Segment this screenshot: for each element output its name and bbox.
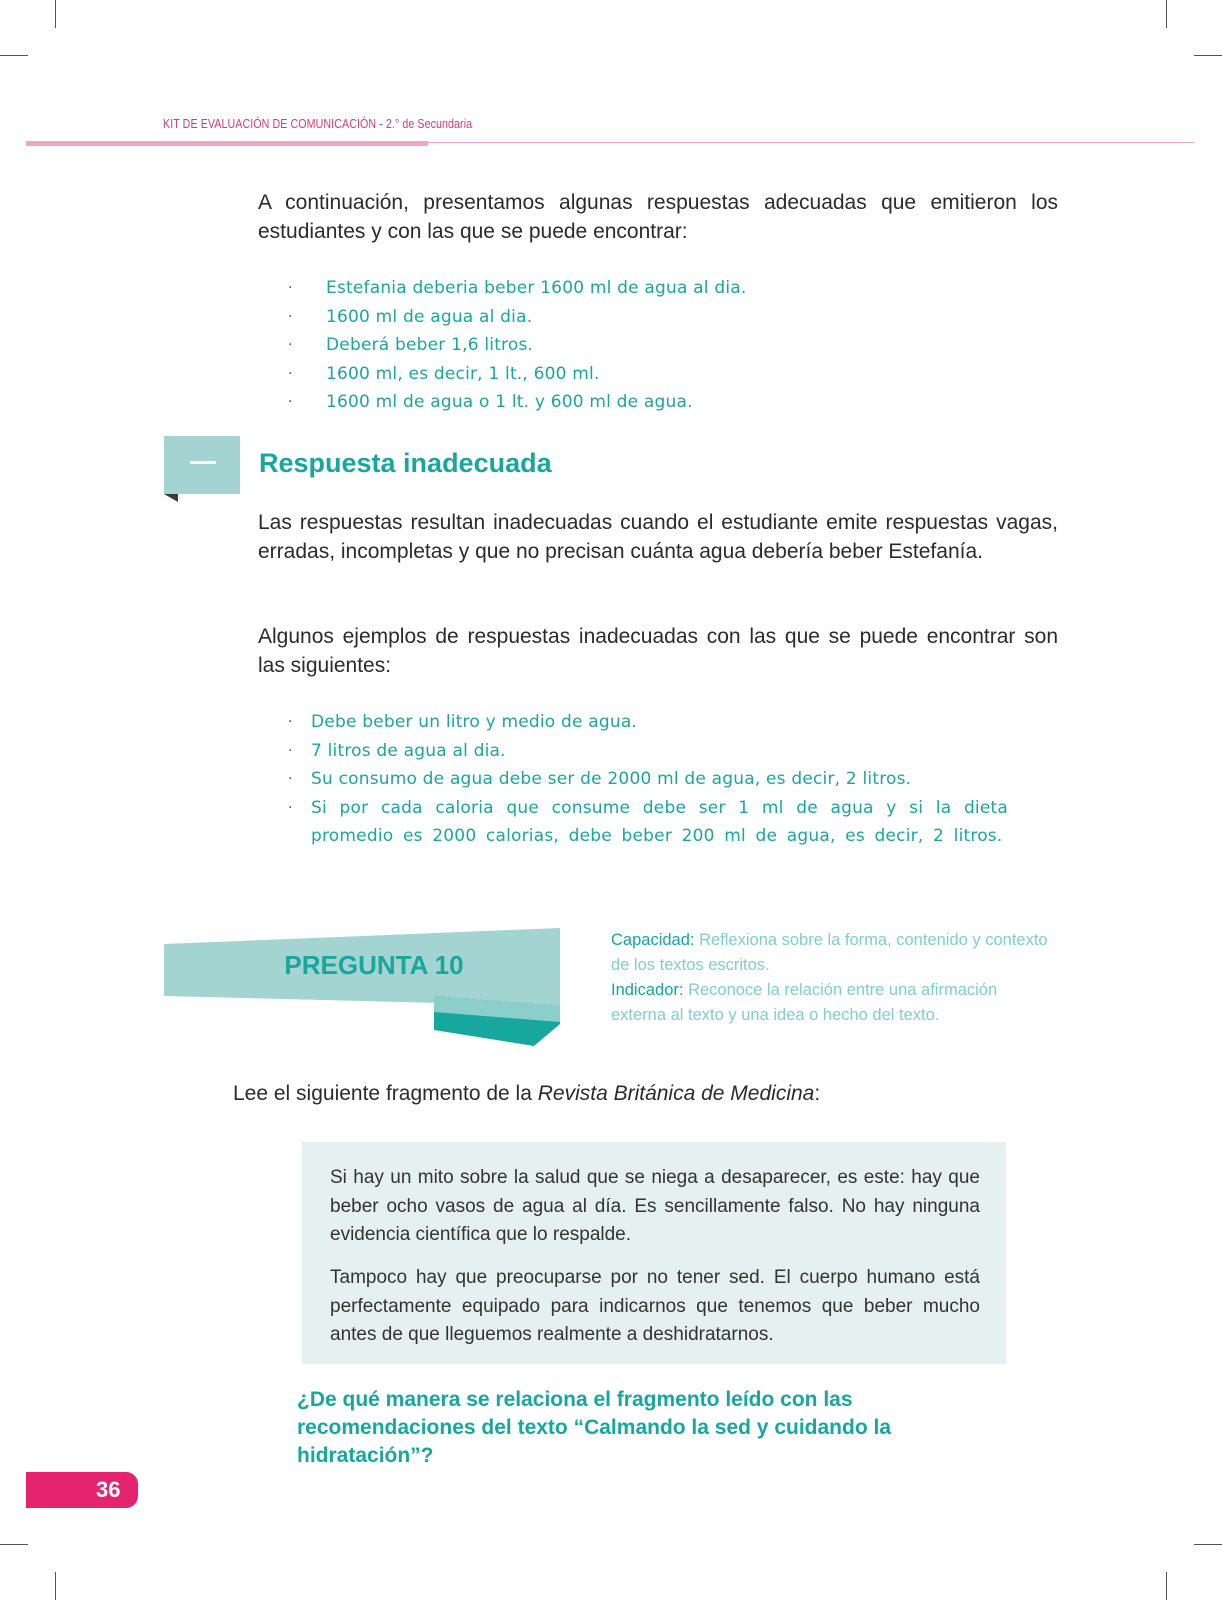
crop-mark bbox=[1194, 55, 1222, 56]
inadequate-answers-list bbox=[288, 708, 1008, 851]
crop-mark bbox=[0, 55, 28, 56]
crop-mark bbox=[1194, 1544, 1222, 1545]
question-ribbon bbox=[164, 926, 562, 1046]
indicator-line: Indicador: Reconoce la relación entre una afirmación externa al texto y una idea o hecho del texto. bbox=[611, 981, 998, 1024]
crop-mark bbox=[55, 1572, 56, 1600]
adequate-answers-list bbox=[288, 274, 1048, 417]
section-heading: Respuesta inadecuada bbox=[259, 448, 552, 478]
source-title: Revista Británica de Medicina bbox=[537, 1082, 815, 1105]
list-item: · Deberá beber 1,6 litros. bbox=[288, 335, 534, 355]
crop-mark bbox=[1166, 1572, 1167, 1600]
section-marker-fold bbox=[164, 494, 178, 502]
intro-paragraph: A continuación, presentamos algunas respuestas adecuadas que emitieron los estudiantes y con las que se puede encontrar: bbox=[258, 191, 1058, 243]
crop-mark bbox=[55, 0, 56, 28]
page-number: 36 bbox=[96, 1477, 121, 1502]
list-item: · Si por cada caloria que consume debe ser 1 ml de agua y si la dieta promedio es 2000 calorias, debe beber 200 ml de agua, es decir, 2 litros. bbox=[288, 797, 1008, 846]
list-item: · 1600 ml de agua o 1 lt. y 600 ml de agua. bbox=[288, 392, 693, 412]
list-item: · Debe beber un litro y medio de agua. bbox=[288, 712, 638, 732]
running-header: KIT DE EVALUACIÓN DE COMUNICACIÓN - 2.° de Secundaria bbox=[163, 116, 473, 131]
list-item: · 7 litros de agua al dia. bbox=[288, 740, 506, 761]
inadequate-paragraph: Las respuestas resultan inadecuadas cuando el estudiante emite respuestas vagas, erradas, incompletas y que no precisan cuánta agua debería beber Estefanía. bbox=[258, 511, 1058, 563]
reading-intro: Lee el siguiente fragmento de la Revista Británica de Medicina: bbox=[233, 1082, 821, 1105]
list-item: · 1600 ml, es decir, 1 lt., 600 ml. bbox=[288, 363, 600, 384]
question-prompt: ¿De qué manera se relaciona el fragmento leído con las recomendaciones del texto “Calmando la sed y cuidando la hidratación”? bbox=[297, 1388, 891, 1467]
list-item: · 1600 ml de agua al dia. bbox=[288, 306, 533, 327]
crop-mark bbox=[0, 1544, 28, 1545]
list-item: · Su consumo de agua debe ser de 2000 ml de agua, es decir, 2 litros. bbox=[288, 769, 912, 789]
quote-paragraph: Si hay un mito sobre la salud que se niega a desaparecer, es este: hay que beber ocho vasos de agua al día. Es sencillamente falso. No hay ninguna evidencia científica que lo respalde. bbox=[330, 1167, 980, 1245]
capacity-line: Capacidad: Reflexiona sobre la forma, contenido y contexto de los textos escritos. bbox=[611, 931, 1048, 974]
inadequate-intro-paragraph: Algunos ejemplos de respuestas inadecuadas con las que se puede encontrar son las siguientes: bbox=[258, 625, 1058, 677]
minus-icon bbox=[190, 461, 216, 464]
page-number-badge bbox=[26, 1472, 138, 1508]
section-marker bbox=[164, 436, 240, 494]
header-rule-accent bbox=[26, 141, 428, 146]
question-title: PREGUNTA 10 bbox=[284, 950, 464, 980]
quote-paragraph: Tampoco hay que preocuparse por no tener sed. El cuerpo humano está perfectamente equipado para indicarnos que tenemos que beber mucho antes de que lleguemos realmente a deshidratarnos. bbox=[330, 1267, 980, 1345]
list-item: · Estefania deberia beber 1600 ml de agua al dia. bbox=[288, 278, 747, 298]
crop-mark bbox=[1166, 0, 1167, 28]
capacity-indicator bbox=[611, 928, 1051, 1028]
